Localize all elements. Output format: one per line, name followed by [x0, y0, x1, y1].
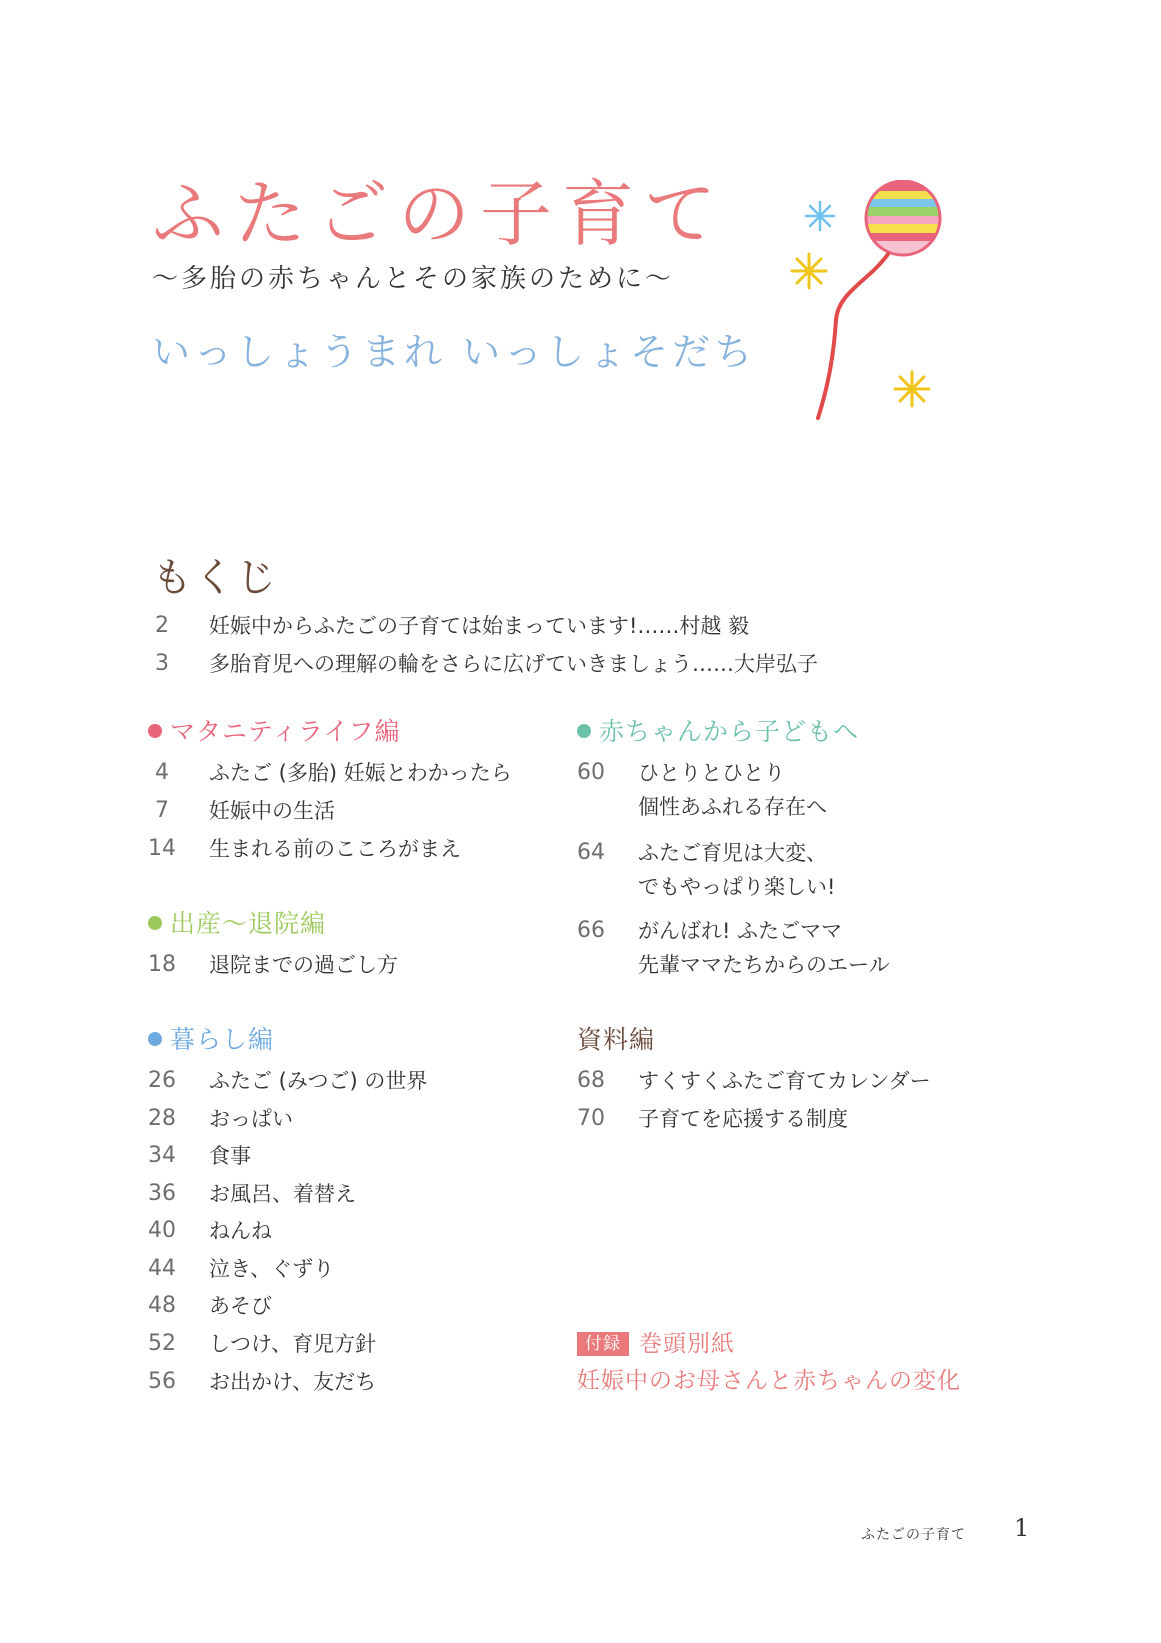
entry-title: 多胎育児への理解の輪をさらに広げていきましょう……大岸弘子 [209, 652, 818, 676]
section-maternity [148, 718, 401, 746]
entry-title: 泣き、ぐずり [209, 1257, 335, 1281]
sparkle-icon [806, 202, 834, 230]
star-icon [895, 372, 929, 406]
page-number: 7 [155, 798, 169, 823]
page-number: 68 [577, 1068, 605, 1093]
appendix-subtitle[interactable]: 妊娠中のお母さんと赤ちゃんの変化 [577, 1368, 961, 1394]
star-icon [792, 254, 826, 288]
page-number: 14 [148, 836, 176, 861]
appendix-title: 巻頭別紙 [639, 1331, 735, 1357]
page-subtitle: 〜多胎の赤ちゃんとその家族のために〜 [152, 264, 675, 294]
page-number: 3 [155, 651, 169, 676]
entry-title-line2: 個性あふれる存在へ [638, 795, 827, 819]
page-number: 52 [148, 1331, 176, 1356]
page-number: 60 [577, 760, 605, 785]
page-number: 4 [155, 760, 169, 785]
page-number: 34 [148, 1143, 176, 1168]
page-number: 26 [148, 1068, 176, 1093]
section-materials [577, 1026, 655, 1054]
bullet-dot-icon [148, 724, 162, 738]
entry-title: ふたご育児は大変、 [638, 841, 827, 865]
appendix-badge: 付録 [577, 1332, 629, 1356]
entry-title: 食事 [209, 1144, 251, 1168]
page-number: 48 [148, 1293, 176, 1318]
section-title: 赤ちゃんから子どもへ [599, 717, 860, 746]
entry-title: おっぱい [209, 1107, 293, 1131]
page-number-footer: 1 [1014, 1514, 1030, 1542]
page-number: 66 [577, 918, 605, 943]
balloon-illustration [790, 180, 990, 450]
footer-title: ふたごの子育て [861, 1527, 966, 1543]
section-title: 暮らし編 [170, 1025, 275, 1054]
page-number: 40 [148, 1218, 176, 1243]
entry-title: ふたご (多胎) 妊娠とわかったら [209, 761, 512, 785]
page-title: ふたごの子育て [152, 172, 727, 256]
entry-title: しつけ、育児方針 [209, 1332, 377, 1356]
bullet-dot-icon [148, 916, 162, 930]
page-number: 2 [155, 613, 169, 638]
entry-title: がんばれ! ふたごママ [638, 919, 843, 943]
entry-title: ひとりとひとり [638, 761, 785, 785]
bullet-dot-icon [577, 724, 591, 738]
section-title: 資料編 [577, 1025, 656, 1054]
entry-title: すくすくふたご育てカレンダー [638, 1069, 931, 1093]
entry-title: ねんね [209, 1219, 272, 1243]
entry-title: お風呂、着替え [209, 1182, 356, 1206]
page-number: 64 [577, 840, 605, 865]
section-baby-to-child [577, 718, 859, 746]
toc-heading: もくじ [152, 555, 278, 601]
section-title: マタニティライフ編 [170, 717, 401, 746]
entry-title-line2: でもやっぱり楽しい! [638, 875, 836, 899]
page-number: 18 [148, 952, 176, 977]
page-number: 56 [148, 1369, 176, 1394]
entry-title: 妊娠中からふたごの子育ては始まっています!……村越 毅 [209, 614, 750, 638]
entry-title: あそび [209, 1294, 272, 1318]
section-title: 出産〜退院編 [170, 909, 327, 938]
balloon-string [818, 254, 888, 418]
entry-title: 子育てを応援する制度 [638, 1107, 848, 1131]
entry-title: 退院までの過ごし方 [209, 953, 398, 977]
page-number: 36 [148, 1181, 176, 1206]
section-birth [148, 910, 326, 938]
bullet-dot-icon [148, 1032, 162, 1046]
appendix-heading[interactable] [577, 1330, 735, 1358]
tagline: いっしょうまれ いっしょそだち [152, 330, 757, 374]
entry-title-line2: 先輩ママたちからのエール [638, 953, 890, 977]
entry-title: 妊娠中の生活 [209, 799, 335, 823]
entry-title: ふたご (みつご) の世界 [209, 1069, 428, 1093]
balloon-icon [860, 181, 950, 257]
page-number: 44 [148, 1256, 176, 1281]
page-number: 70 [577, 1106, 605, 1131]
entry-title: お出かけ、友だち [209, 1370, 377, 1394]
section-living [148, 1026, 274, 1054]
page-number: 28 [148, 1106, 176, 1131]
entry-title: 生まれる前のこころがまえ [209, 837, 461, 861]
